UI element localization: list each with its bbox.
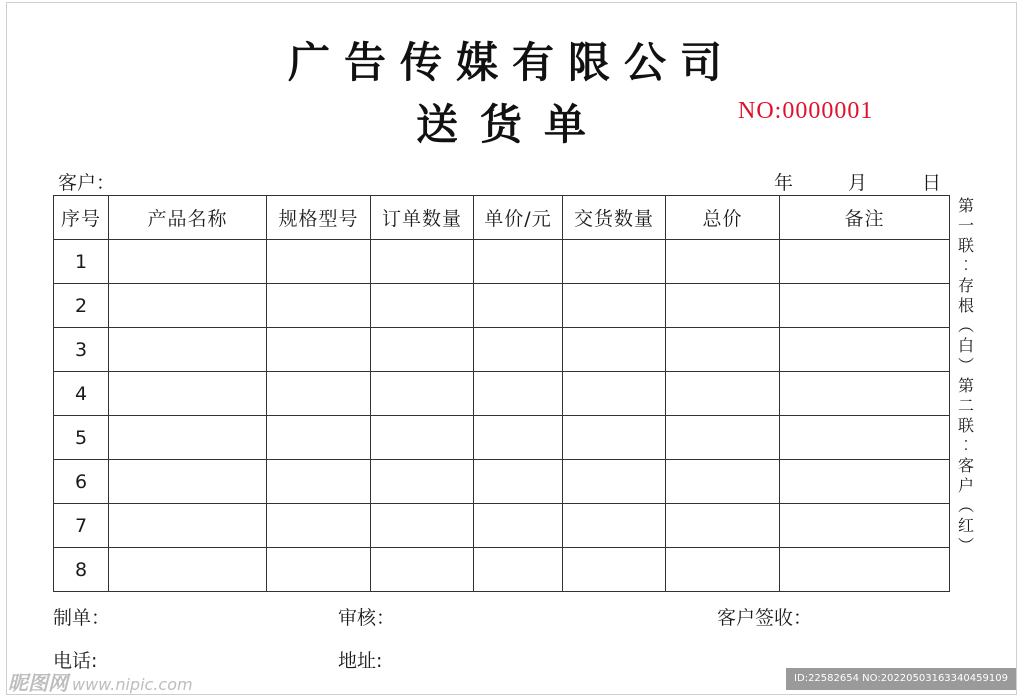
table-cell[interactable] [474, 240, 563, 284]
column-header: 产品名称 [109, 196, 267, 240]
table-cell[interactable] [563, 548, 666, 592]
table-cell[interactable] [666, 328, 780, 372]
table-cell[interactable] [563, 504, 666, 548]
delivery-table [53, 195, 950, 592]
table-cell[interactable] [109, 284, 267, 328]
column-header: 订单数量 [371, 196, 474, 240]
table-cell[interactable] [780, 460, 950, 504]
table-cell[interactable] [474, 284, 563, 328]
table-cell[interactable] [780, 504, 950, 548]
table-cell[interactable] [371, 240, 474, 284]
table-cell[interactable] [780, 548, 950, 592]
table-cell[interactable] [780, 284, 950, 328]
table-cell[interactable] [371, 504, 474, 548]
table-cell[interactable] [563, 460, 666, 504]
table-cell[interactable] [474, 460, 563, 504]
watermark-url: www.nipic.com [72, 675, 193, 694]
table-row [54, 328, 950, 372]
table-cell[interactable] [267, 372, 371, 416]
row-number-cell: 8 [54, 548, 109, 592]
reviewer-label: 审核： [338, 607, 396, 629]
table-cell[interactable] [474, 328, 563, 372]
serial-number: NO:0000001 [738, 98, 874, 124]
table-cell[interactable] [563, 240, 666, 284]
table-cell[interactable] [780, 416, 950, 460]
table-cell[interactable] [109, 548, 267, 592]
table-row [54, 240, 950, 284]
table-row [54, 284, 950, 328]
table-cell[interactable] [563, 328, 666, 372]
watermark-logo [8, 667, 193, 696]
table-row [54, 548, 950, 592]
column-header: 单价/元 [474, 196, 563, 240]
table-body [54, 240, 950, 592]
customer-label: 客户： [58, 172, 116, 194]
table-cell[interactable] [666, 504, 780, 548]
table-cell[interactable] [780, 240, 950, 284]
address-label: 地址: [338, 650, 383, 672]
table-cell[interactable] [666, 284, 780, 328]
table-cell[interactable] [109, 328, 267, 372]
document-title: 送货单 [415, 100, 608, 149]
table-cell[interactable] [267, 284, 371, 328]
company-name: 广告传媒有限公司 [287, 38, 736, 87]
column-header: 序号 [54, 196, 109, 240]
table-cell[interactable] [780, 328, 950, 372]
table-cell[interactable] [563, 416, 666, 460]
watermark-id: ID:22582654 NO:20220503163340459109 [786, 668, 1016, 690]
table-cell[interactable] [780, 372, 950, 416]
watermark-logo-text: 昵图网 [8, 671, 68, 695]
table-cell[interactable] [267, 328, 371, 372]
table-cell[interactable] [371, 372, 474, 416]
table-row [54, 504, 950, 548]
row-number-cell: 7 [54, 504, 109, 548]
table-cell[interactable] [109, 416, 267, 460]
day-label: 日 [922, 172, 942, 194]
table-cell[interactable] [474, 372, 563, 416]
table-cell[interactable] [666, 240, 780, 284]
table-row [54, 460, 950, 504]
table-cell[interactable] [371, 460, 474, 504]
year-label: 年 [774, 172, 794, 194]
table-cell[interactable] [267, 504, 371, 548]
copy-distribution-note: 第 一 联 ︰ 存 根 ︵ 白 ︶ 第 二 联 ︰ 客 户 ︵ 红 ︶ [957, 196, 974, 555]
table-cell[interactable] [666, 416, 780, 460]
table-cell[interactable] [371, 328, 474, 372]
phone-label: 电话: [53, 650, 98, 672]
table-cell[interactable] [109, 504, 267, 548]
table-cell[interactable] [474, 548, 563, 592]
table-cell[interactable] [109, 460, 267, 504]
table-cell[interactable] [371, 416, 474, 460]
column-header: 总价 [666, 196, 780, 240]
column-header: 交货数量 [563, 196, 666, 240]
row-number-cell: 4 [54, 372, 109, 416]
table-cell[interactable] [474, 416, 563, 460]
table-cell[interactable] [371, 548, 474, 592]
table-cell[interactable] [666, 372, 780, 416]
column-header: 备注 [780, 196, 950, 240]
table-cell[interactable] [267, 416, 371, 460]
table-row [54, 416, 950, 460]
table-cell[interactable] [666, 460, 780, 504]
row-number-cell: 5 [54, 416, 109, 460]
table-cell[interactable] [371, 284, 474, 328]
table-cell[interactable] [474, 504, 563, 548]
table-header-row [54, 196, 950, 240]
table-cell[interactable] [109, 372, 267, 416]
row-number-cell: 1 [54, 240, 109, 284]
row-number-cell: 3 [54, 328, 109, 372]
table-cell[interactable] [267, 548, 371, 592]
table-cell[interactable] [563, 372, 666, 416]
month-label: 月 [848, 172, 868, 194]
row-number-cell: 2 [54, 284, 109, 328]
row-number-cell: 6 [54, 460, 109, 504]
table-cell[interactable] [267, 460, 371, 504]
table-row [54, 372, 950, 416]
column-header: 规格型号 [267, 196, 371, 240]
table-cell[interactable] [666, 548, 780, 592]
customer-signature-label: 客户签收： [717, 607, 813, 629]
table-cell[interactable] [267, 240, 371, 284]
maker-label: 制单： [53, 607, 111, 629]
table-cell[interactable] [563, 284, 666, 328]
table-cell[interactable] [109, 240, 267, 284]
